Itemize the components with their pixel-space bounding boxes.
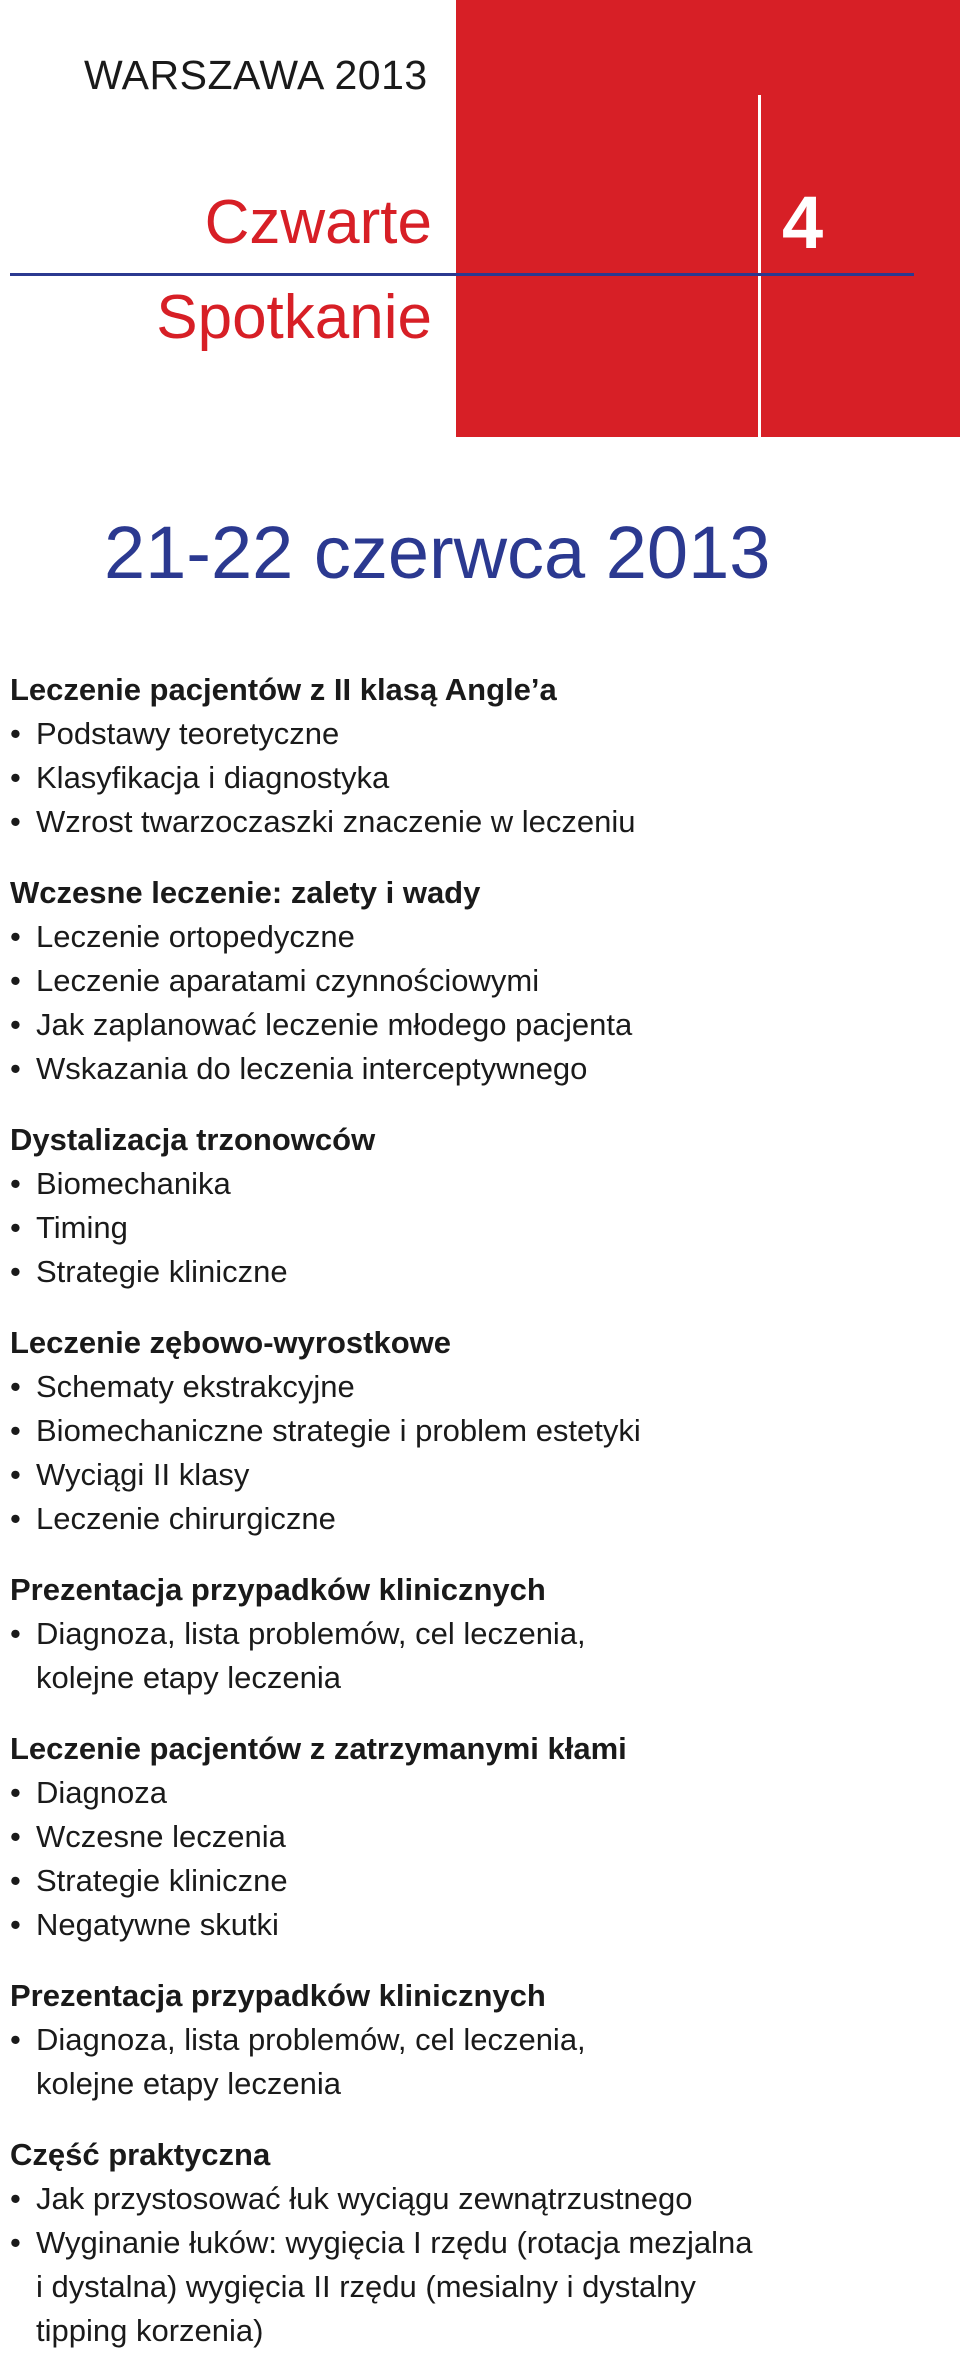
bullet-icon: • <box>10 1166 21 1201</box>
section-title: Prezentacja przypadków klinicznych <box>10 1978 546 2013</box>
list-item <box>10 1162 940 1206</box>
list-item <box>10 2018 940 2106</box>
list-item <box>10 712 940 756</box>
list-item-text: Leczenie chirurgiczne <box>36 1501 336 1536</box>
bullet-icon: • <box>10 760 21 795</box>
bullet-icon: • <box>10 1819 21 1854</box>
list-item-text: Negatywne skutki <box>36 1907 279 1942</box>
bullet-icon: • <box>10 1413 21 1448</box>
list-item <box>10 2221 940 2353</box>
header-horizontal-divider <box>10 273 914 276</box>
section-title: Dystalizacja trzonowców <box>10 1122 376 1157</box>
bullet-icon: • <box>10 2181 21 2216</box>
list-item <box>10 1003 940 1047</box>
list-item <box>10 915 940 959</box>
list-item-text: Timing <box>36 1210 128 1245</box>
list-item-text: i dystalna) wygięcia II rzędu (mesialny i dystalny <box>36 2269 696 2304</box>
program-section <box>10 2133 940 2353</box>
section-title: Prezentacja przypadków klinicznych <box>10 1572 546 1607</box>
bullet-icon: • <box>10 1369 21 1404</box>
list-item-text: Klasyfikacja i diagnostyka <box>36 760 390 795</box>
program-section <box>10 1974 940 2106</box>
program-section <box>10 1118 940 1294</box>
bullet-icon: • <box>10 1775 21 1810</box>
list-item-text: Diagnoza, lista problemów, cel leczenia, <box>36 2022 586 2057</box>
section-title: Część praktyczna <box>10 2137 271 2172</box>
title-line-1: Czwarte <box>204 188 432 257</box>
bullet-icon: • <box>10 1616 21 1651</box>
list-item-text: Jak zaplanować leczenie młodego pacjenta <box>36 1007 633 1042</box>
red-header-block <box>456 0 960 437</box>
list-item-text: Wyciągi II klasy <box>36 1457 250 1492</box>
list-item <box>10 1903 940 1947</box>
meeting-number: 4 <box>782 181 824 264</box>
section-title: Wczesne leczenie: zalety i wady <box>10 875 481 910</box>
section-title: Leczenie pacjentów z II klasą Angle’a <box>10 672 557 707</box>
bullet-icon: • <box>10 716 21 751</box>
bullet-icon: • <box>10 1210 21 1245</box>
bullet-icon: • <box>10 1907 21 1942</box>
list-item-text: Diagnoza, lista problemów, cel leczenia, <box>36 1616 586 1651</box>
bullet-icon: • <box>10 1501 21 1536</box>
bullet-icon: • <box>10 1051 21 1086</box>
list-item <box>10 1206 940 1250</box>
list-item-text: Leczenie aparatami czynnościowymi <box>36 963 540 998</box>
bullet-icon: • <box>10 2022 21 2057</box>
bullet-icon: • <box>10 1863 21 1898</box>
bullet-icon: • <box>10 963 21 998</box>
list-item <box>10 1859 940 1903</box>
bullet-icon: • <box>10 919 21 954</box>
list-item-text: Diagnoza <box>36 1775 167 1810</box>
list-item <box>10 959 940 1003</box>
list-item-text: Biomechaniczne strategie i problem estetyki <box>36 1413 641 1448</box>
header-vertical-divider <box>758 95 761 437</box>
bullet-icon: • <box>10 1457 21 1492</box>
list-item-text: Biomechanika <box>36 1166 231 1201</box>
program-section <box>10 871 940 1091</box>
program-section <box>10 1727 940 1947</box>
list-item <box>10 1365 940 1409</box>
list-item <box>10 2177 940 2221</box>
section-title: Leczenie pacjentów z zatrzymanymi kłami <box>10 1731 627 1766</box>
list-item-text: Wskazania do leczenia interceptywnego <box>36 1051 588 1086</box>
bullet-icon: • <box>10 2225 21 2260</box>
list-item-text: Strategie kliniczne <box>36 1254 288 1289</box>
list-item-text: Wyginanie łuków: wygięcia I rzędu (rotacja mezjalna <box>36 2225 753 2260</box>
list-item-text: Leczenie ortopedyczne <box>36 919 355 954</box>
list-item <box>10 800 940 844</box>
list-item <box>10 1612 940 1700</box>
program-section <box>10 668 940 844</box>
bullet-icon: • <box>10 804 21 839</box>
bullet-icon: • <box>10 1254 21 1289</box>
list-item-text: Wczesne leczenia <box>36 1819 286 1854</box>
list-item-text: Schematy ekstrakcyjne <box>36 1369 355 1404</box>
list-item-text: Jak przystosować łuk wyciągu zewnątrzustnego <box>36 2181 693 2216</box>
list-item-text: Strategie kliniczne <box>36 1863 288 1898</box>
title-line-2: Spotkanie <box>156 283 432 352</box>
list-item <box>10 1409 940 1453</box>
list-item <box>10 1250 940 1294</box>
program-section <box>10 1321 940 1541</box>
program-content <box>10 668 940 2380</box>
list-item <box>10 1771 940 1815</box>
list-item-text: Wzrost twarzoczaszki znaczenie w leczeniu <box>36 804 636 839</box>
list-item-text: kolejne etapy leczenia <box>36 2066 342 2101</box>
list-item-text: tipping korzenia) <box>36 2313 264 2348</box>
city-year: WARSZAWA 2013 <box>84 52 428 98</box>
list-item <box>10 1815 940 1859</box>
section-title: Leczenie zębowo-wyrostkowe <box>10 1325 451 1360</box>
meeting-date: 21-22 czerwca 2013 <box>104 511 771 594</box>
list-item <box>10 1453 940 1497</box>
list-item <box>10 1497 940 1541</box>
list-item <box>10 756 940 800</box>
list-item <box>10 1047 940 1091</box>
list-item-text: Podstawy teoretyczne <box>36 716 340 751</box>
bullet-icon: • <box>10 1007 21 1042</box>
list-item-text: kolejne etapy leczenia <box>36 1660 342 1695</box>
program-section <box>10 1568 940 1700</box>
